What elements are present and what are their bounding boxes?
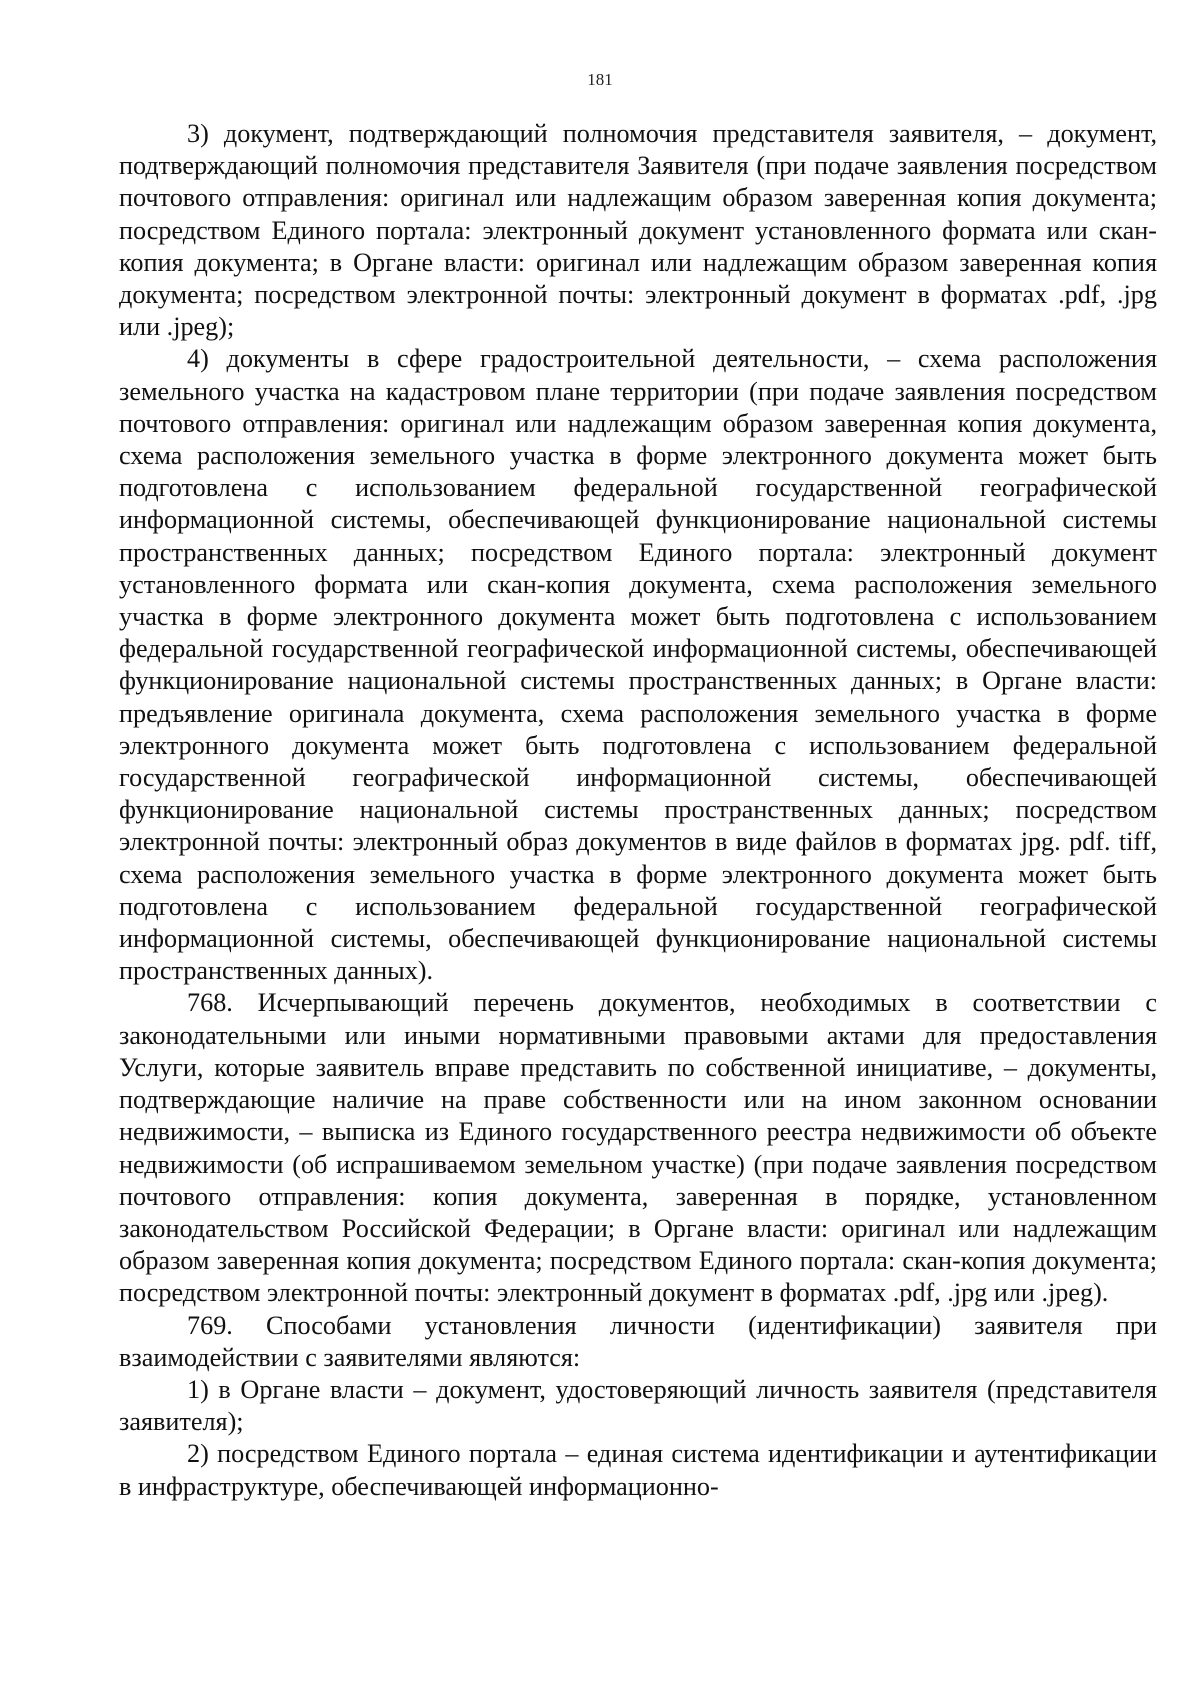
paragraph-768-document-list: 768. Исчерпывающий перечень документов, необходимых в соответствии с законодательными или иными нормативными правовыми актами для предоставления Услуги, которые заявитель вправе представить по собственной инициативе, – документы, подтверждающие наличие на праве собственности или на ином законном основании недвижимости, – выписка из Единого государственного реестра недвижимости об объекте недвижимости (об испрашиваемом земельном участке) (при подаче заявления посредством почтового отправления: копия документа, заверенная в порядке, установленном законодательством Российской Федерации; в Органе власти: оригинал или надлежащим образом заверенная копия документа; посредством Единого портала: скан-копия документа; посредством электронной почты: электронный документ в форматах .pdf, .jpg или .jpeg). bbox=[119, 988, 1157, 1308]
paragraph-3-representative-authority: 3) документ, подтверждающий полномочия представителя заявителя, – документ, подтверждающий полномочия представителя Заявителя (при подаче заявления посредством почтового отправления: оригинал или надлежащим образом заверенная копия документа; посредством Единого портала: электронный документ установленного формата или скан-копия документа; в Органе власти: оригинал или надлежащим образом заверенная копия документа; посредством электронной почты: электронный документ в форматах .pdf, .jpg или .jpeg); bbox=[119, 119, 1157, 342]
paragraph-769-item-2: 2) посредством Единого портала – единая система идентификации и аутентификации в инфраструктуре, обеспечивающей информационно- bbox=[119, 1439, 1157, 1501]
paragraph-4-urban-planning-documents: 4) документы в сфере градостроительной деятельности, – схема расположения земельного участка на кадастровом плане территории (при подаче заявления посредством почтового отправления: оригинал или надлежащим образом заверенная копия документа, схема расположения земельного участка в форме электронного документа может быть подготовлена с использованием федеральной государственной географической информационной системы, обеспечивающей функционирование национальной системы пространственных данных; посредством Единого портала: электронный документ установленного формата или скан-копия документа, схема расположения земельного участка в форме электронного документа может быть подготовлена с использованием федеральной государственной географической информационной системы, обеспечивающей функционирование национальной системы пространственных данных; в Органе власти: предъявление оригинала документа, схема расположения земельного участка в форме электронного документа может быть подготовлена с использованием федеральной государственной географической информационной системы, обеспечивающей функционирование национальной системы пространственных данных; посредством электронной почты: электронный образ документов в виде файлов в форматах jpg. pdf. tiff, схема расположения земельного участка в форме электронного документа может быть подготовлена с использованием федеральной государственной географической информационной системы, обеспечивающей функционирование национальной системы пространственных данных). bbox=[119, 344, 1157, 986]
page-number: 181 bbox=[587, 70, 613, 89]
paragraph-769-identification-methods: 769. Способами установления личности (идентификации) заявителя при взаимодействии с заявителями являются: bbox=[119, 1310, 1157, 1372]
paragraph-769-item-1: 1) в Органе власти – документ, удостоверяющий личность заявителя (представителя заявителя); bbox=[119, 1374, 1157, 1437]
document-body bbox=[119, 118, 1157, 1503]
